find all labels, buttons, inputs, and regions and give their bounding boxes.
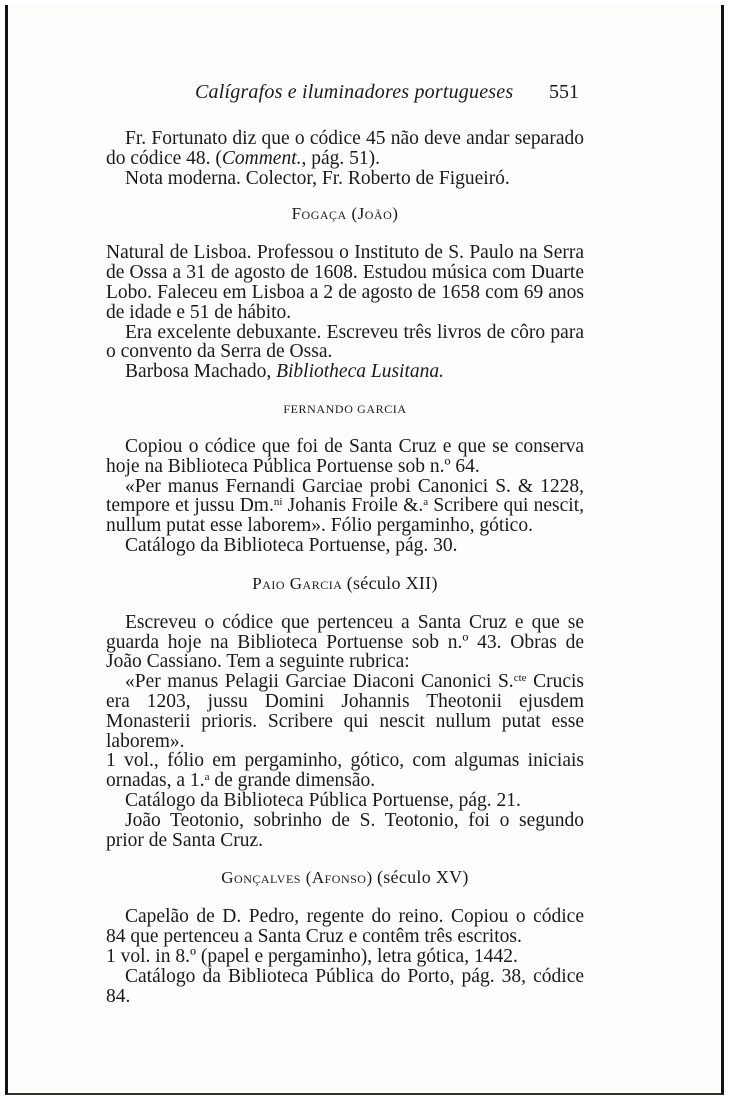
- page-body: [106, 129, 584, 1006]
- intro-paragraph-1: Fr. Fortunato diz que o códice 45 não deve andar separado do códice 48. (Comment., pág. 51).: [106, 128, 584, 169]
- paio-paragraph-2: «Per manus Pelagii Garciae Diaconi Canonici S.$^{cte}$ Crucis era 1203, jussu Domini Johannis Theotonii ejusdem Monasterii prioris. Scribere qui nescit nullum putat esse laborem».: [106, 671, 584, 752]
- fogaca-paragraph-2: Era excelente debuxante. Escreveu três livros de côro para o convento da Serra de Ossa.: [106, 321, 584, 363]
- page-header: [8, 81, 721, 111]
- entry-heading-fernando: FERNANDO GARCIA: [283, 401, 407, 416]
- fogaca-paragraph-3: Barbosa Machado, Bibliotheca Lusitana.: [125, 361, 444, 383]
- paio-paragraph-3: 1 vol., fólio em pergaminho, gótico, com algumas iniciais ornadas, a 1.$^a$ de grande dimensão.: [106, 750, 584, 792]
- page-number: 551: [549, 81, 579, 103]
- paio-paragraph-5: João Teotonio, sobrinho de S. Teotonio, foi o segundo prior de Santa Cruz.: [106, 809, 584, 851]
- goncalves-paragraph-2: 1 vol. in 8.º (papel e pergaminho), letra gótica, 1442.: [106, 945, 518, 967]
- paio-paragraph-4: Catálogo da Biblioteca Pública Portuense, pág. 21.: [125, 789, 521, 811]
- entry-heading-goncalves: Gonçalves (Afonso) (século XV): [221, 867, 469, 888]
- fernando-paragraph-3: Catálogo da Biblioteca Portuense, pág. 30.: [125, 534, 458, 556]
- goncalves-paragraph-1: Capelão de D. Pedro, regente do reino. Copiou o códice 84 que pertenceu a Santa Cruz e contêm três escritos.: [106, 906, 584, 948]
- fernando-paragraph-1: Copiou o códice que foi de Santa Cruz e que se conserva hoje na Biblioteca Pública Portuense sob n.º 64.: [106, 435, 584, 477]
- entry-heading-fogaca: Fogaça (João): [291, 204, 399, 224]
- fernando-paragraph-2: «Per manus Fernandi Garciae probi Canonici S. & 1228, tempore et jussu Dm.$^{ni}$ Johanis Froile &.$^a$ Scribere qui nescit, nullum putat esse laborem». Fólio pergaminho, gótico.: [106, 475, 584, 537]
- running-title: Calígrafos e iluminadores portugueses: [195, 81, 514, 103]
- paio-paragraph-1: Escreveu o códice que pertenceu a Santa Cruz e que se guarda hoje na Biblioteca Portuense sob n.º 43. Obras de João Cassiano. Tem a seguinte rubrica:: [106, 611, 584, 673]
- fogaca-paragraph-1: Natural de Lisboa. Professou o Instituto de S. Paulo na Serra de Ossa a 31 de agosto de 1608. Estudou música com Duarte Lobo. Faleceu em Lisboa a 2 de agosto de 1658 com 69 anos de idade e 51 de hábito.: [106, 242, 584, 323]
- intro-paragraph-2: Nota moderna. Colector, Fr. Roberto de Figueiró.: [125, 167, 510, 189]
- goncalves-paragraph-3: Catálogo da Biblioteca Pública do Porto, pág. 38, códice 84.: [106, 965, 584, 1007]
- book-page: [5, 5, 724, 1095]
- entry-heading-paio: Paio Garcia (século XII): [252, 572, 438, 593]
